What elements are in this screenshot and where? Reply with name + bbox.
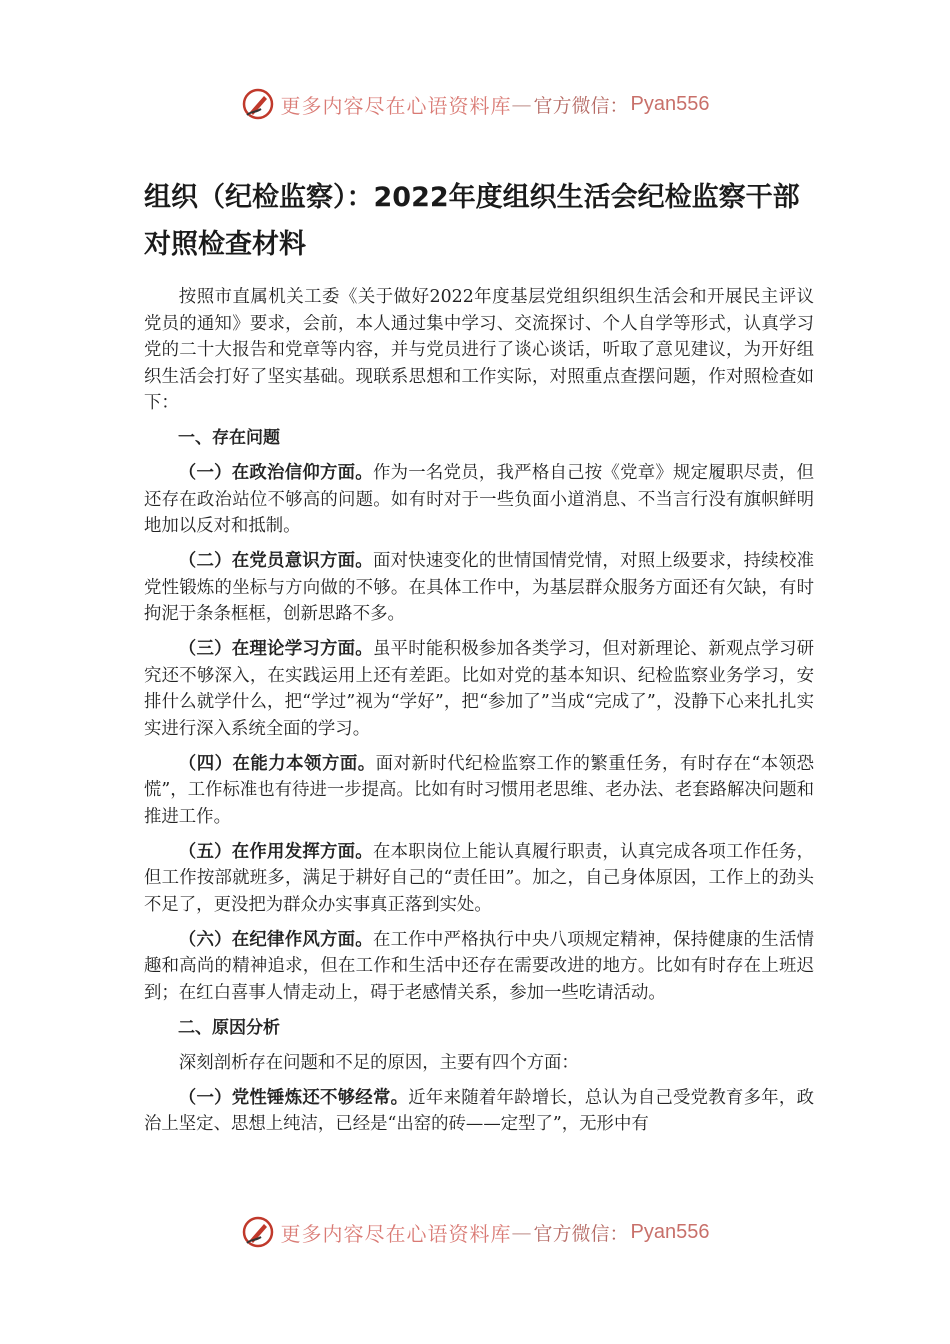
watermark-separator: — [511, 1220, 532, 1244]
cause-item-lead: （一）党性锤炼还不够经常。 [178, 1087, 409, 1108]
pen-logo-icon [241, 87, 275, 121]
watermark-banner-bottom [0, 1212, 950, 1252]
watermark-banner-top [0, 84, 950, 124]
problem-item-text: 面对快速变化的世情国情党情，对照上级要求，持续校准党性锻炼的坐标与方向做的不够。在具体工作中，为基层群众服务方面还有欠缺，有时拘泥于条条框框，创新思路不多。 [144, 551, 814, 624]
problem-item-text: 在本职岗位上能认真履行职责，认真完成各项工作任务，但工作按部就班多，满足于耕好自己的“责任田”。加之，自己身体原因，工作上的劲头不足了，更没把为群众办实事真正落到实处。 [144, 841, 814, 915]
intro-paragraph: 按照市直属机关工委《关于做好2022年度基层党组织组织生活会和开展民主评议党员的通知》要求，会前，本人通过集中学习、交流探讨、个人自学等形式，认真学习党的二十大报告和党章等内容，并与党员进行了谈心谈话，听取了意见建议，为开好组织生活会打好了坚实基础。现联系思想和工作实际，对照重点查摆问题，作对照检查如下： [144, 287, 814, 413]
section-heading-problems: 一、存在问题 [178, 428, 280, 448]
problem-item-lead: （二）在党员意识方面。 [178, 551, 373, 571]
problem-item-lead: （五）在作用发挥方面。 [178, 841, 373, 862]
problem-item-lead: （四）在能力本领方面。 [178, 753, 376, 774]
problem-item [144, 927, 814, 1007]
document-body [144, 284, 814, 1146]
problem-item-text: 面对新时代纪检监察工作的繁重任务，有时存在“本领恐慌”，工作标准也有待进一步提高。比如有时习惯用老思维、老办法、老套路解决问题和推进工作。 [144, 753, 814, 827]
watermark-main-text: 更多内容尽在心语资料库 [280, 1221, 512, 1246]
watermark-handle: Pyan556 [630, 1220, 710, 1243]
watermark-main-text: 更多内容尽在心语资料库 [280, 93, 512, 118]
cause-item-text: 近年来随着年龄增长，总认为自己受党教育多年，政治上坚定、思想上纯洁，已经是“出窑的砖——定型了”，无形中有 [144, 1087, 814, 1134]
pen-logo-icon [241, 1215, 275, 1249]
problem-item [144, 751, 814, 831]
watermark-label: 官方微信： [533, 94, 629, 117]
section-heading-causes: 二、原因分析 [178, 1017, 280, 1038]
problem-item-lead: （三）在理论学习方面。 [178, 639, 373, 659]
problem-item-text: 在工作中严格执行中央八项规定精神，保持健康的生活情趣和高尚的精神追求，但在工作和生活中还存在需要改进的地方。比如有时存在上班迟到；在红白喜事人情走动上，碍于老感情关系，参加一些吃请活动。 [144, 929, 814, 1003]
problem-item [144, 839, 814, 919]
watermark-separator: — [511, 92, 532, 116]
problem-item-lead: （六）在纪律作风方面。 [178, 929, 373, 950]
problem-item-text: 虽平时能积极参加各类学习，但对新理论、新观点学习研究还不够深入，在实践运用上还有差距。比如对党的基本知识、纪检监察业务学习，安排什么就学什么，把“学过”视为“学好”，把“参加了”当成“完成了”，没静下心来扎扎实实进行深入系统全面的学习。 [144, 639, 814, 739]
problem-item-lead: （一）在政治信仰方面。 [178, 463, 373, 483]
cause-item [144, 1085, 814, 1138]
problem-item-text: 作为一名党员，我严格自己按《党章》规定履职尽责，但还存在政治站位不够高的问题。如有时对于一些负面小道消息、不当言行没有旗帜鲜明地加以反对和抵制。 [144, 463, 814, 536]
watermark-handle: Pyan556 [630, 92, 710, 115]
causes-intro: 深刻剖析存在问题和不足的原因，主要有四个方面： [178, 1052, 579, 1073]
problem-item [144, 548, 814, 628]
watermark-label: 官方微信： [533, 1222, 629, 1245]
problem-item [144, 636, 814, 742]
problem-item [144, 460, 814, 540]
document-title: 组织（纪检监察）：2022年度组织生活会纪检监察干部对照检查材料 [144, 182, 800, 260]
